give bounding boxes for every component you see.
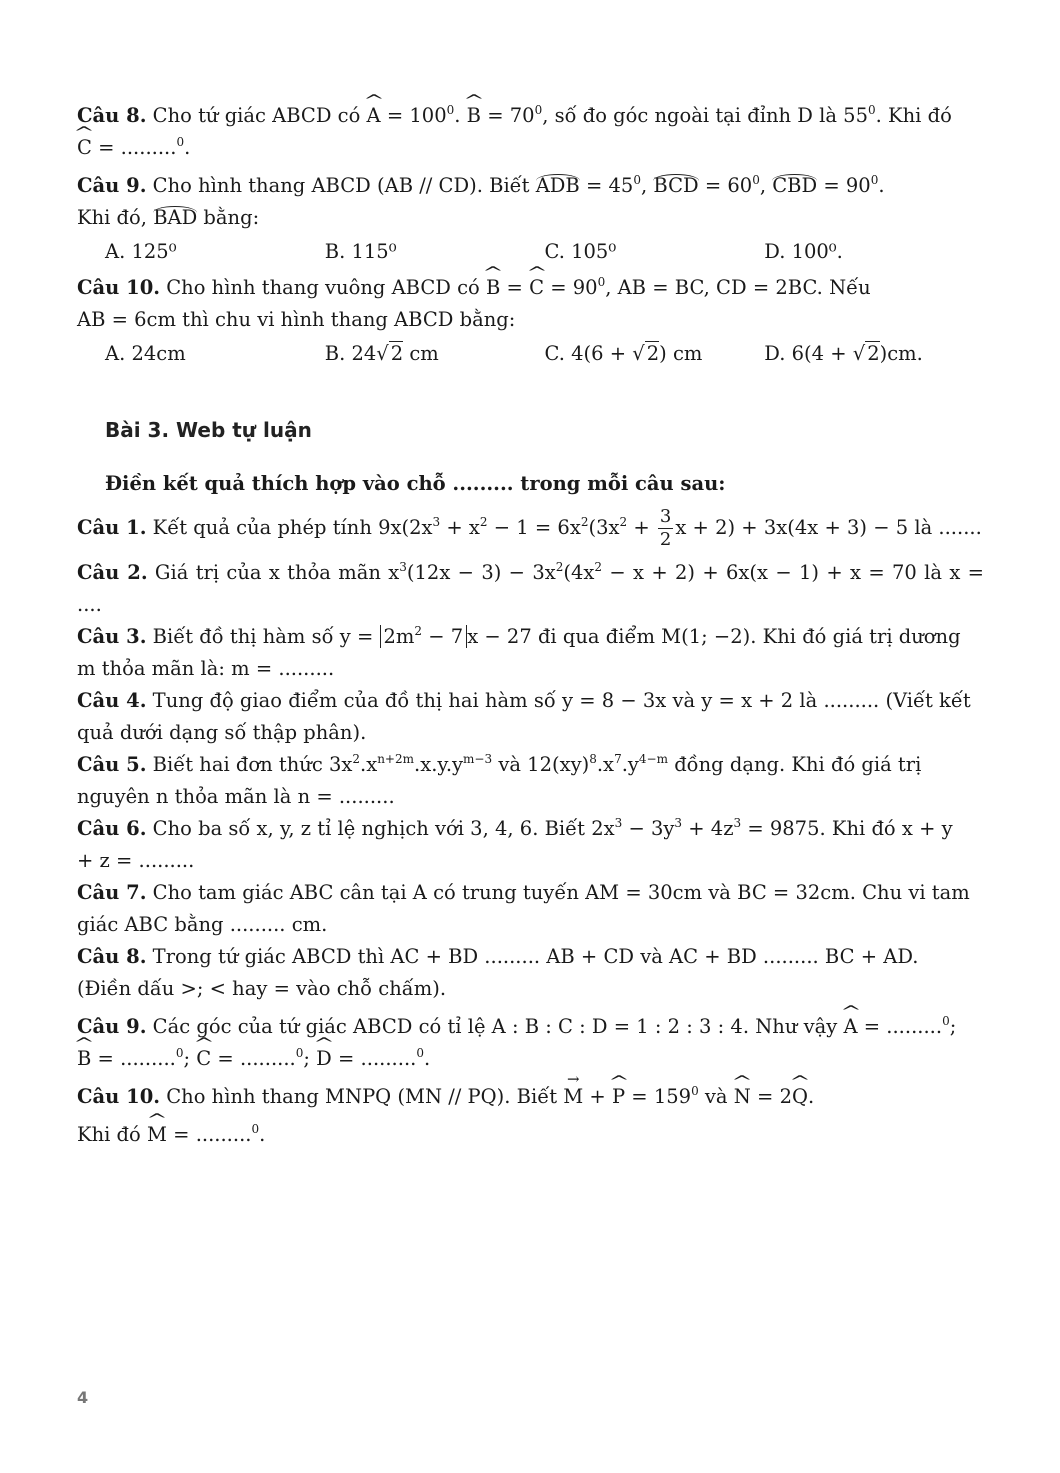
option-d[interactable]: D. 100⁰. [764, 240, 843, 263]
question-10: Câu 10. Cho hình thang MNPQ (MN // PQ). Biết → M + ^ $P = 159^0$ và ^ N = 2^ Q. [77, 1081, 984, 1113]
absolute-value: $2m^2 - 7$ [380, 625, 468, 648]
question-8: Câu 8. Trong tứ giác ABCD thì AC + BD ......... AB + CD và AC + BD ......... BC + AD. (Điền dấu >; < hay = vào chỗ chấm). [77, 945, 919, 1000]
question-3: Câu 3. Biết đồ thị hàm số $y = 2m^2 - 7$ x − 27 đi qua điểm M(1; −2). Khi đó giá trị dương m thỏa mãn là: m = ......... [77, 624, 961, 680]
option-b[interactable]: B. 24√ 2 cm [324, 342, 439, 365]
option-b[interactable]: B. 115⁰ [324, 240, 397, 263]
option-d[interactable]: D. 6(4 + √ 2)cm. [764, 342, 923, 365]
question-10-continued: Khi đó ^ M = .........$^0$. [77, 1119, 984, 1151]
question-7: Câu 7. Cho tam giác ABC cân tại A có trung tuyến AM = 30cm và BC = 32cm. Chu vi tam giác ABC bằng ......... cm. [77, 881, 970, 936]
question-5: Câu 5. Biết hai đơn thức $3x^2.x^{n+2m}.x.y.y^{m-3}$ và $12(xy)^8.x^7.y^{4-m}$ đồng dạng. Khi đó giá trị nguyên n thỏa mãn là n = ......... [77, 752, 922, 808]
option-c[interactable]: C. 4(6 + √ 2) cm [544, 342, 703, 365]
question-9-mc: Câu 9. Cho hình thang ABCD (AB // CD). Biết ADB = $45^0$, BCD = $60^0$, CBD = $90^0$. Khi đó, BAD bằng: [77, 173, 885, 229]
section-title: Bài 3. Web tự luận [105, 418, 312, 442]
question-1: Câu 1. Kết quả của phép tính $9x(2x^3 + x^2 - 1 = 6x^2(3x^2$ + $\frac{3}{2}$ x + 2) + 3x(4x + 3) − 5 là ....... [77, 506, 982, 550]
question-8-mc: Câu 8. Cho tứ giác ABCD có ^ $A = 100^0$. ^ $B = 70^0$, số đo góc ngoài tại đỉnh D là $55^0$. Khi đó ^ C = .........$^0$. [77, 100, 984, 164]
question-4: Câu 4. Tung độ giao điểm của đồ thị hai hàm số y = 8 − 3x và y = x + 2 là ......... (Viết kết quả dưới dạng số thập phân). [77, 689, 971, 744]
answer-options [105, 338, 984, 370]
section-instruction: Điền kết quả thích hợp vào chỗ ......... trong mỗi câu sau: [105, 472, 726, 495]
page-content [77, 100, 984, 1151]
page-number: 4 [77, 1388, 89, 1407]
fraction: $\frac{3}{2}$ [659, 506, 672, 550]
option-a[interactable]: A. 125⁰ [105, 240, 177, 263]
question-9: Câu 9. Các góc của tứ giác ABCD có tỉ lệ A : B : C : D = 1 : 2 : 3 : 4. Như vậy ^ A = .........$^0$; ^ B = .........$^0$; ^ C = .........$^0$; ^ D = .........$^0$. [77, 1011, 984, 1075]
question-label: Câu 8. [77, 104, 147, 127]
option-c[interactable]: C. 105⁰ [544, 240, 617, 263]
option-a[interactable]: A. 24cm [105, 342, 186, 365]
question-6: Câu 6. Cho ba số x, y, z tỉ lệ nghịch với 3, 4, 6. Biết $2x^3 - 3y^3 + 4z^3 = 9875$. Khi đó x + y + z = ......... [77, 816, 953, 872]
question-10-mc: Câu 10. Cho hình thang vuông ABCD có ^ B = ^ $C = 90^0$, AB = BC, CD = 2BC. Nếu AB = 6cm thì chu vi hình thang ABCD bằng: [77, 272, 984, 336]
question-2: Câu 2. Giá trị của x thỏa mãn $x^3(12x - 3) - 3x^2(4x^2 - x + 2) + 6x(x - 1) + x = 70$ là x = .... [77, 560, 984, 616]
